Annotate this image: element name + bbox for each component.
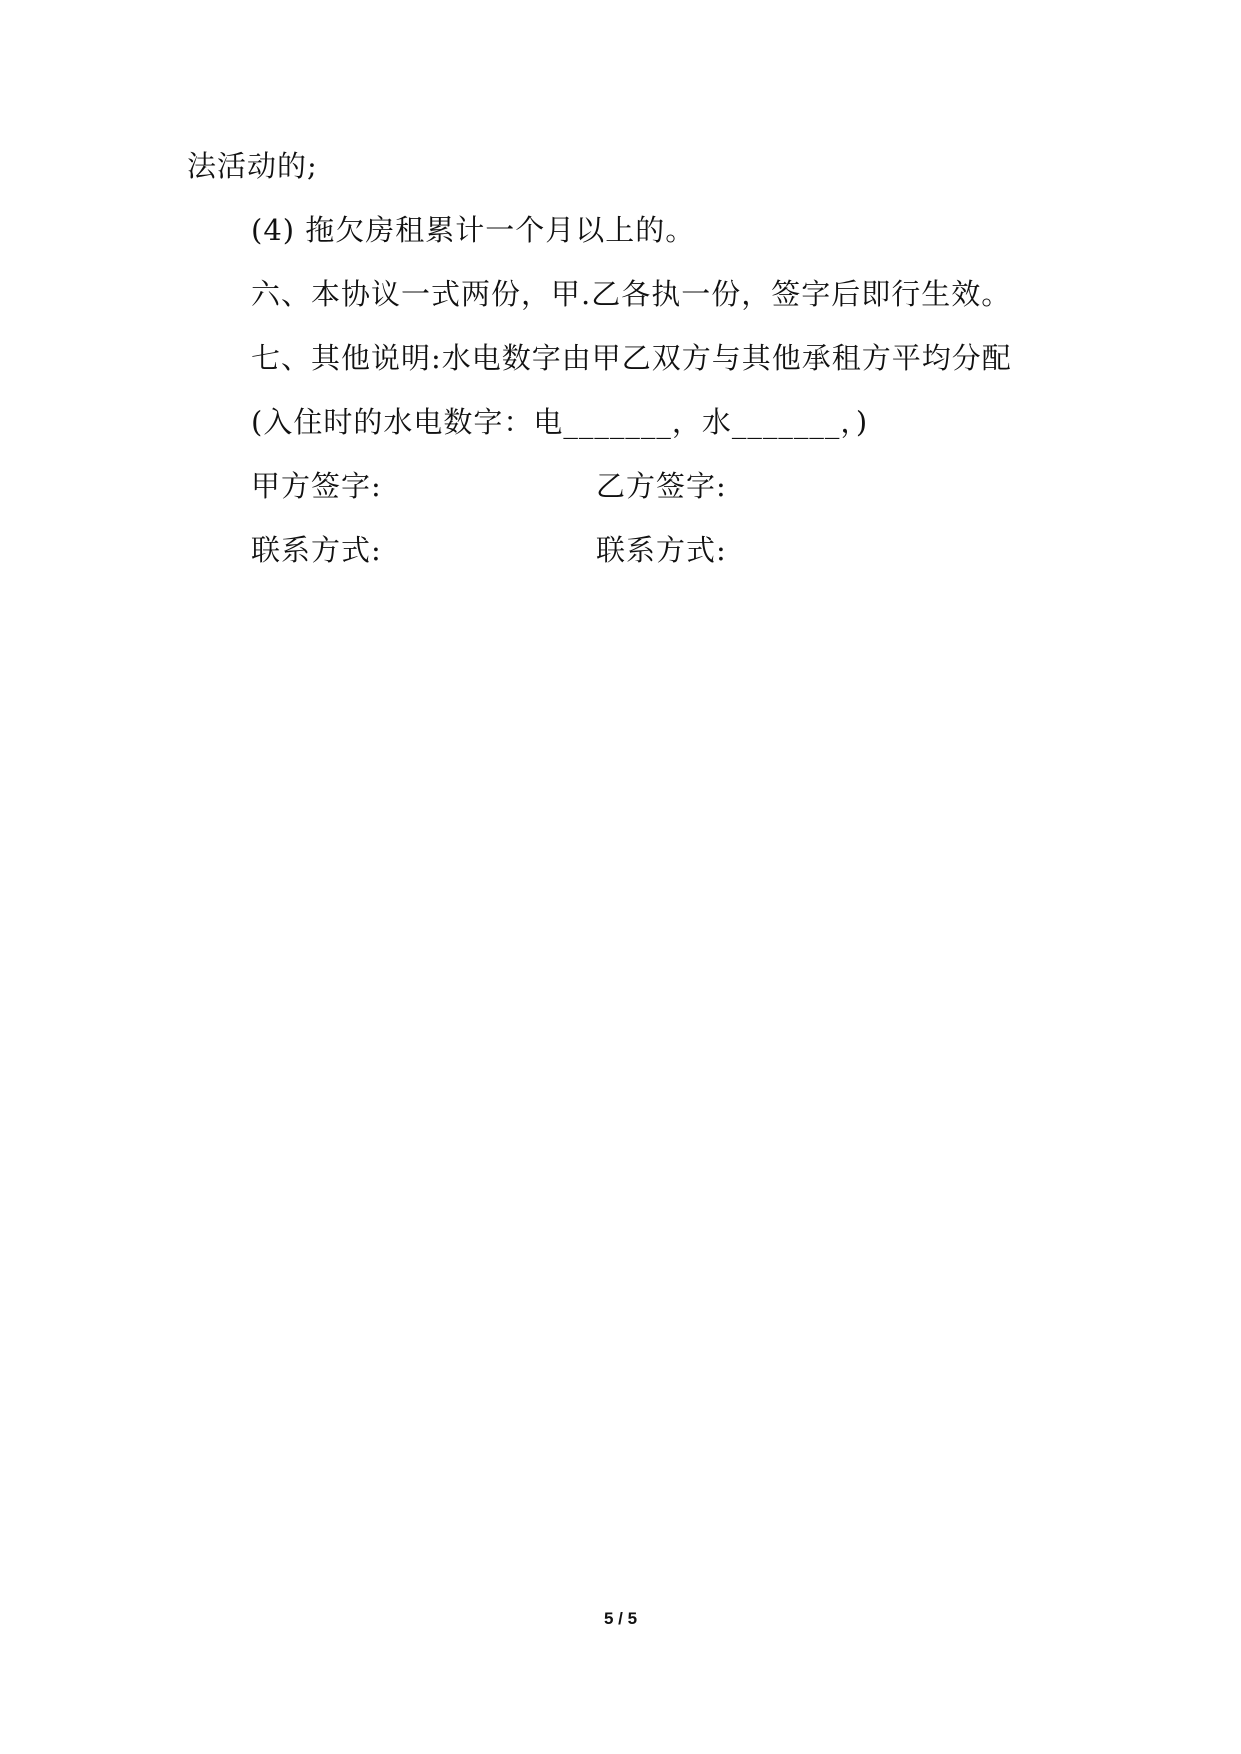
party-a-signature-label: 甲方签字:	[251, 469, 382, 503]
meter-reading-line: (入住时的水电数字：电_______，水_______，)	[251, 405, 869, 439]
party-a-contact-label: 联系方式:	[251, 533, 382, 567]
clause-six: 六、本协议一式两份，甲.乙各执一份，签字后即行生效。	[251, 277, 1012, 311]
paragraph-continuation: 法活动的;	[187, 149, 318, 183]
clause-item-4: (4) 拖欠房租累计一个月以上的。	[251, 213, 696, 247]
party-b-signature-label: 乙方签字:	[596, 469, 727, 503]
page-number: 5 / 5	[603, 1609, 638, 1628]
signature-row	[251, 468, 727, 504]
contact-row	[251, 532, 727, 568]
clause-seven: 七、其他说明:水电数字由甲乙双方与其他承租方平均分配	[251, 341, 1012, 375]
party-b-contact-label: 联系方式:	[596, 533, 727, 567]
